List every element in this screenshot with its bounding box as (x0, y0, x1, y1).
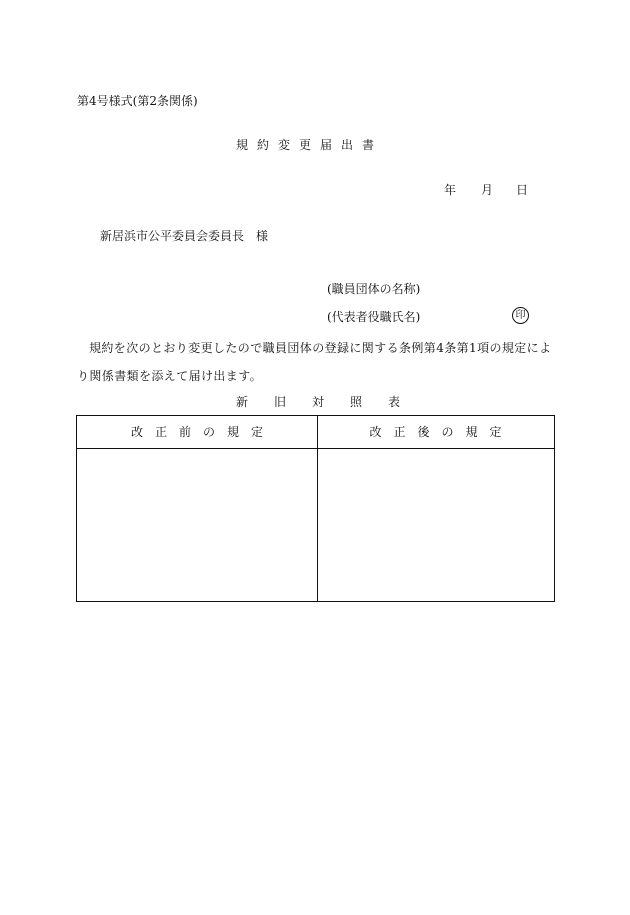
before-column (77, 416, 318, 601)
org-name-label: (職員団体の名称) (327, 282, 421, 296)
table-title: 新旧対照表 (236, 395, 427, 409)
addressee: 新居浜市公平委員会委員長 様 (100, 229, 269, 243)
form-number: 第4号様式(第2条関係) (77, 94, 198, 108)
before-header: 改正前の規定 (77, 416, 317, 449)
comparison-table (76, 415, 555, 602)
date-month-label: 月 (481, 183, 494, 197)
seal-mark: 印 (512, 307, 529, 324)
after-column (317, 416, 554, 601)
body-text: 規約を次のとおり変更したので職員団体の登録に関する条例第4条第1項の規定により関係書類を添えて届け出ます。 (77, 341, 552, 383)
document-title: 規約変更届出書 (236, 138, 384, 152)
date-year-label: 年 (444, 183, 457, 197)
after-header: 改正後の規定 (317, 416, 554, 449)
representative-name-label: (代表者役職氏名) (327, 310, 421, 324)
date-day-label: 日 (516, 183, 529, 197)
